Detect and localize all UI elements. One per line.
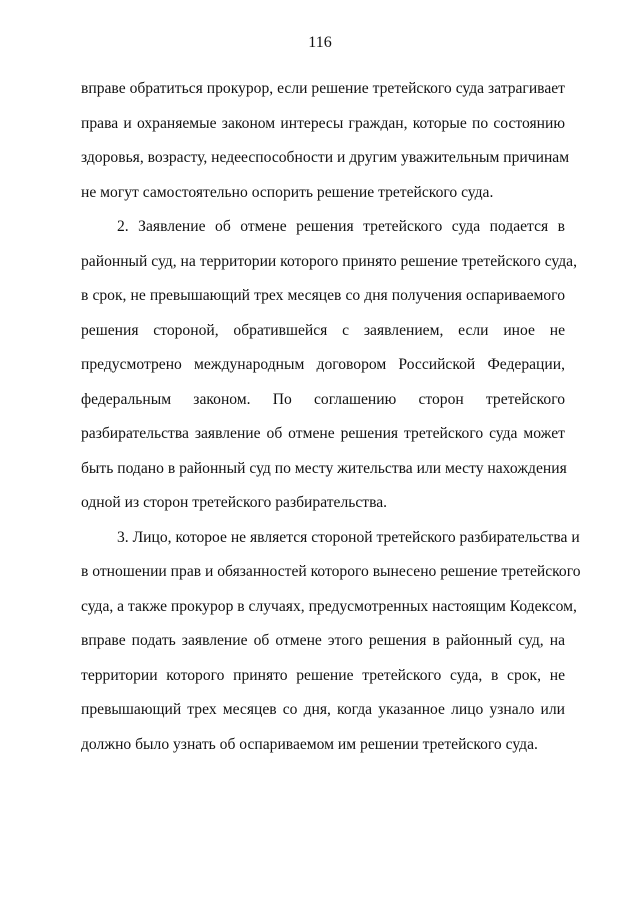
text-line: вправе обратиться прокурор, если решение третейского суда затрагивает [81, 80, 565, 97]
text-line: федеральным законом. По соглашению сторон третейского [81, 390, 565, 408]
paragraph-3 [81, 521, 581, 763]
text-line: вправе подать заявление об отмене этого решения в районный суд, на [81, 632, 565, 649]
text-line: в отношении прав и обязанностей которого вынесено решение третейского [81, 563, 581, 580]
text-line: разбирательства заявление об отмене решения третейского суда может [81, 425, 565, 442]
text-line: предусмотрено международным договором Российской Федерации, [81, 356, 565, 373]
page-number: 116 [308, 34, 332, 51]
text-line: 3. Лицо, которое не является стороной третейского разбирательства и [117, 528, 580, 546]
paragraph-1 [81, 72, 570, 210]
text-line: решения стороной, обратившейся с заявлением, если иное не [81, 321, 565, 339]
text-line: одной из сторон третейского разбирательства. [81, 494, 388, 511]
text-line: должно было узнать об оспариваемом им решении третейского суда. [81, 735, 538, 753]
text-line: районный суд, на территории которого принято решение третейского суда, [81, 252, 577, 270]
text-line: территории которого принято решение третейского суда, в срок, не [81, 666, 565, 684]
text-line: быть подано в районный суд по месту жительства или месту нахождения [81, 459, 567, 477]
text-line: в срок, не превышающий трех месяцев со дня получения оспариваемого [81, 287, 565, 304]
text-line: 2. Заявление об отмене решения третейского суда подается в [117, 218, 565, 235]
paragraph-2 [81, 210, 577, 521]
text-line: права и охраняемые законом интересы граждан, которые по состоянию [81, 114, 565, 132]
document-body [81, 72, 581, 762]
text-line: не могут самостоятельно оспорить решение третейского суда. [81, 183, 494, 201]
text-line: превышающий трех месяцев со дня, когда указанное лицо узнало или [81, 701, 565, 718]
text-line: суда, а также прокурор в случаях, предусмотренных настоящим Кодексом, [81, 597, 577, 615]
text-line: здоровья, возрасту, недееспособности и другим уважительным причинам [81, 149, 570, 166]
